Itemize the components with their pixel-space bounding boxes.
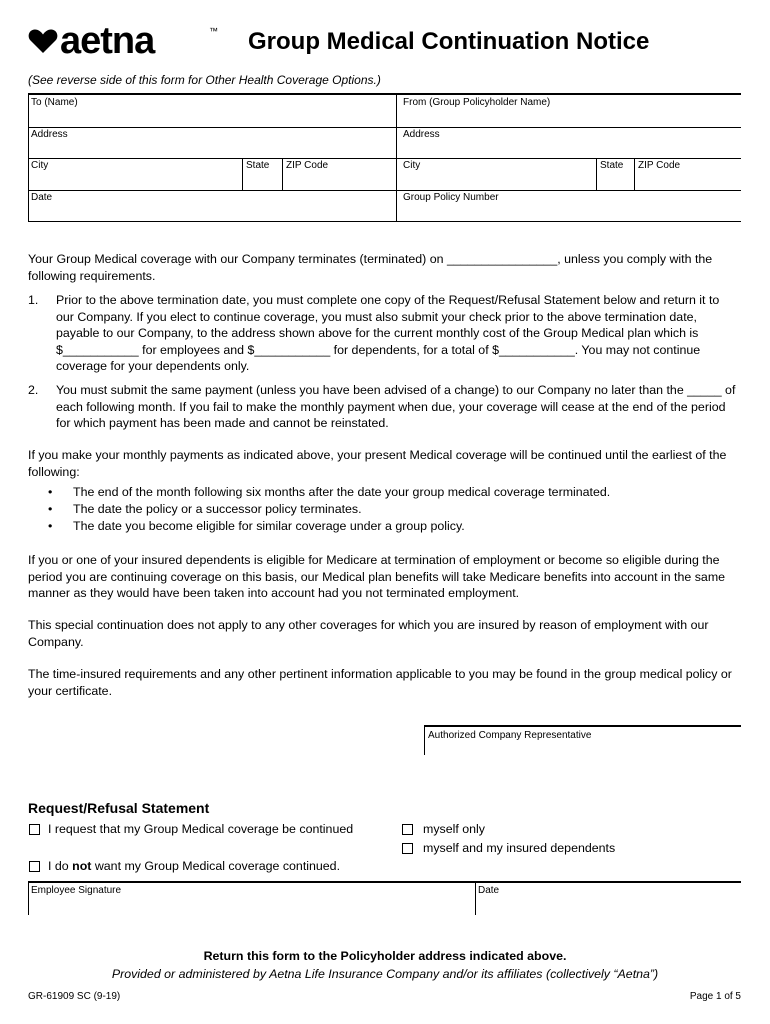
bullet-list [48,484,610,535]
refuse-option[interactable] [29,859,340,873]
special-continuation-paragraph: This special continuation does not apply to any other coverages for which you are insured by reason of employment with our Company. [28,618,709,649]
logo-wordmark: aetna [60,20,155,62]
to-name-label: To (Name) [31,97,78,108]
authorized-rep-label[interactable]: Authorized Company Representative [428,730,592,741]
bullet-icon: • [48,485,53,499]
time-insured-paragraph: The time-insured requirements and any other pertinent information applicable to you may be found in the group medical policy or your certificate. [28,667,732,698]
requirement-2-text: You must submit the same payment (unless you have been advised of a change) to our Company no later than the _____ of each following month. If you fail to make the monthly payment when due, your coverage will cease at the end of the period for which payment has been made and cannot be reinstated. [56,383,736,430]
request-continue-option[interactable] [29,822,353,836]
employee-signature-label[interactable]: Employee Signature [31,885,122,896]
bullet-icon: • [48,502,53,516]
list-item: • The date the policy or a successor policy terminates. [48,502,362,516]
grid-top-rule [28,93,741,95]
requirement-1-number: 1. [28,293,39,307]
continuation-paragraph: If you make your monthly payments as indicated above, your present Medical coverage will be continued until the earliest of the following: [28,448,727,479]
myself-only-checkbox[interactable] [402,824,413,835]
requirement-1-text: Prior to the above termination date, you must complete one copy of the Request/Refusal Statement below and return it to our Company. If you elect to continue coverage, you must also submit your check prior to the above termination date, payable to our Company, to the address shown above for the current monthly cost of the Group Medical plan which is $___________ for employees and $___________ for dependents, for a total of $___________. You may not continue coverage for your dependents only. [56,293,720,373]
list-item: • The end of the month following six months after the date your group medical coverage terminated. [48,485,611,499]
left-city-label: City [31,160,49,171]
request-refusal-title: Request/Refusal Statement [28,800,210,816]
right-city-label: City [403,160,421,171]
page-title: Group Medical Continuation Notice [248,28,650,55]
continue-label: I request that my Group Medical coverage be continued [48,822,354,836]
provided-by-note: Provided or administered by Aetna Life Insurance Company and/or its affiliates (collectively “Aetna”) [111,967,659,981]
requirement-1 [28,292,740,375]
heart-icon [28,28,58,54]
left-state-label: State [246,160,270,171]
left-address-label: Address [31,129,68,140]
right-address-label: Address [403,129,440,140]
from-name-label: From (Group Policyholder Name) [403,97,551,108]
list-item: • The date you become eligible for similar coverage under a group policy. [48,519,465,533]
intro-paragraph: Your Group Medical coverage with our Company terminates (terminated) on ________________, unless you comply with the following requirements. [28,252,713,283]
aetna-logo [28,20,218,62]
dependents-option[interactable] [402,841,615,855]
signature-date-label[interactable]: Date [478,885,500,896]
left-zip-label: ZIP Code [286,160,329,171]
right-zip-label: ZIP Code [638,160,681,171]
myself-only-label: myself only [423,822,485,836]
medicare-paragraph: If you or one of your insured dependents is eligible for Medicare at termination of employment or become so eligible during the period you are continuing coverage on this basis, our Medical plan benefits will take Medicare benefits into account in the same manner as they would have been taken into account had you not terminated employment. [28,553,726,600]
trademark: ™ [209,26,218,36]
authorized-rep-line [424,725,741,727]
right-state-label: State [600,160,624,171]
date-label: Date [31,192,53,203]
continue-checkbox[interactable] [29,824,40,835]
form-code: GR-61909 SC (9-19) [28,991,121,1002]
refuse-checkbox[interactable] [29,861,40,872]
refuse-label: I do not want my Group Medical coverage continued. [48,859,341,873]
dependents-label: myself and my insured dependents [423,841,616,855]
page-number: Page 1 of 5 [689,991,741,1002]
reverse-side-note: (See reverse side of this form for Other Health Coverage Options.) [28,73,381,87]
return-instruction: Return this form to the Policyholder address indicated above. [203,949,567,963]
signature-top-rule [28,881,741,883]
requirement-2-number: 2. [28,383,39,397]
dependents-checkbox[interactable] [402,843,413,854]
requirement-2 [28,382,740,432]
policy-number-label: Group Policy Number [403,192,499,203]
myself-only-option[interactable] [402,822,485,836]
bullet-icon: • [48,519,53,533]
